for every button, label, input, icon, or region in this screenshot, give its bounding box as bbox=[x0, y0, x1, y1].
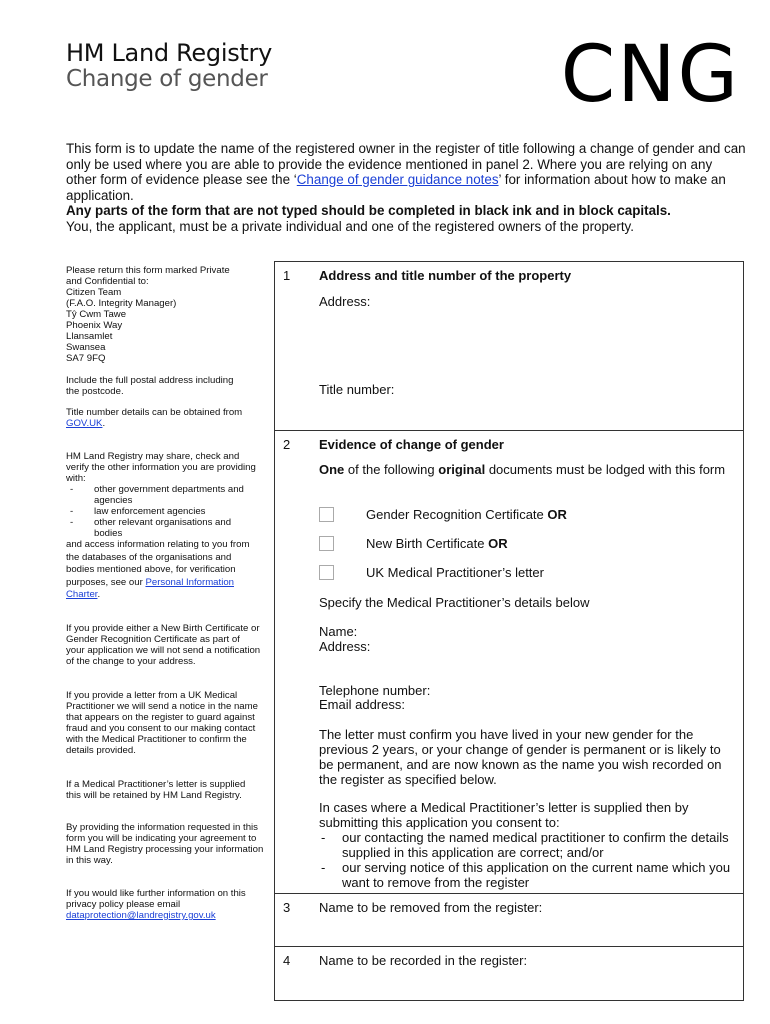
gender-recognition-checkbox[interactable] bbox=[319, 507, 334, 522]
title-note-end: . bbox=[102, 418, 106, 429]
return-line: SA7 9FQ bbox=[66, 353, 106, 364]
option-or: OR bbox=[488, 536, 508, 551]
return-line: Citizen Team bbox=[66, 287, 122, 298]
intro-end: documents must be lodged with this form bbox=[485, 462, 726, 477]
share-item: - law enforcement agencies bbox=[66, 506, 261, 517]
data-sharing-note bbox=[66, 451, 261, 602]
option-label bbox=[366, 507, 567, 522]
panel-4 bbox=[274, 946, 744, 1001]
title-number-field[interactable]: Title number: bbox=[319, 382, 395, 397]
retention-note: If a Medical Practitioner’s letter is supplied this will be retained by HM Land Registry. bbox=[66, 779, 246, 801]
option-label bbox=[366, 565, 544, 580]
gov-uk-link[interactable]: GOV.UK bbox=[66, 418, 103, 429]
address-field[interactable]: Address: bbox=[319, 294, 371, 309]
return-line: Swansea bbox=[66, 342, 106, 353]
share-item: - other government departments and agencies bbox=[66, 484, 261, 506]
notification-note: If you provide either a New Birth Certificate or Gender Recognition Certificate as part of your application we will not send a notification of the change to your address. bbox=[66, 623, 261, 667]
return-line: and Confidential to: bbox=[66, 276, 149, 287]
practitioner-address-field[interactable]: Address: bbox=[319, 639, 371, 654]
option-text: Gender Recognition Certificate bbox=[366, 507, 548, 522]
form-title: Change of gender bbox=[66, 66, 268, 92]
return-address bbox=[66, 265, 271, 364]
consent-section bbox=[319, 800, 735, 890]
option-label bbox=[366, 536, 508, 551]
practitioner-email-field[interactable]: Email address: bbox=[319, 697, 405, 712]
option-or: OR bbox=[547, 507, 567, 522]
share-list bbox=[66, 484, 261, 539]
practitioner-name-field[interactable]: Name: bbox=[319, 624, 358, 639]
evidence-intro bbox=[319, 462, 739, 477]
panel-number: 2 bbox=[283, 437, 291, 452]
return-line: Llansamlet bbox=[66, 331, 113, 342]
intro-bold: original bbox=[438, 462, 486, 477]
intro-mid: of the following bbox=[344, 462, 439, 477]
name-to-remove-field[interactable]: Name to be removed from the register: bbox=[319, 900, 543, 915]
intro-text: This form is to update the name of the registered owner in the register of title following a change of gender and can only be used where you are able to provide the evidence mentioned in panel 2. Where you are relying on any other form of evidence please see the ‘ bbox=[66, 141, 746, 187]
practitioner-phone-field[interactable]: Telephone number: bbox=[319, 683, 431, 698]
return-line: (F.A.O. Integrity Manager) bbox=[66, 298, 177, 309]
consent-item: - our serving notice of this application on the current name which you want to remove from the register bbox=[319, 860, 735, 890]
org-name: HM Land Registry bbox=[66, 39, 272, 67]
name-to-record-field[interactable]: Name to be recorded in the register: bbox=[319, 953, 528, 968]
panel-1 bbox=[274, 261, 744, 430]
guidance-notes-link[interactable]: Change of gender guidance notes bbox=[296, 172, 499, 187]
intro bbox=[66, 141, 746, 234]
agreement-note: By providing the information requested in this form you will be indicating your agreement to HM Land Registry processing your information in this way. bbox=[66, 822, 264, 866]
panel-2 bbox=[274, 430, 744, 893]
option-text: UK Medical Practitioner’s letter bbox=[366, 565, 544, 580]
intro-text-end: ’ for information about how to make an application. bbox=[66, 172, 726, 203]
ink-instruction: Any parts of the form that are not typed should be completed in black ink and in block capitals. bbox=[66, 203, 671, 218]
panel-title: Evidence of change of gender bbox=[319, 437, 504, 452]
share-end: . bbox=[97, 589, 101, 600]
title-number-note bbox=[66, 407, 261, 429]
data-protection-email-link[interactable]: dataprotection@landregistry.gov.uk bbox=[66, 910, 216, 921]
consent-item: - our contacting the named medical practitioner to confirm the details supplied in this application are correct; and/or bbox=[319, 830, 735, 860]
share-outro bbox=[66, 539, 261, 602]
share-intro: HM Land Registry may share, check and verify the other information you are providing with: bbox=[66, 451, 256, 484]
share-outro-text: and access information relating to you from the databases of the organisations and bodies mentioned above, for verification purposes, see our bbox=[66, 539, 250, 588]
return-line: Phoenix Way bbox=[66, 320, 123, 331]
title-note-text: Title number details can be obtained from bbox=[66, 407, 243, 418]
form-code: CNG bbox=[560, 30, 740, 120]
panel-title: Address and title number of the property bbox=[319, 268, 572, 283]
share-item: - other relevant organisations and bodies bbox=[66, 517, 261, 539]
consent-intro: In cases where a Medical Practitioner’s letter is supplied then by submitting this application you consent to: bbox=[319, 800, 689, 830]
postal-note: Include the full postal address including the postcode. bbox=[66, 375, 234, 397]
panel-number: 3 bbox=[283, 900, 291, 915]
privacy-note bbox=[66, 888, 266, 921]
medical-letter-note: If you provide a letter from a UK Medical Practitioner we will send a notice in the name that appears on the register to guard against fraud and you consent to our making contact with the Medical Practitioner to confirm the details provided. bbox=[66, 690, 258, 756]
return-line: Tŷ Cwm Tawe bbox=[66, 309, 127, 320]
panel-3 bbox=[274, 893, 744, 946]
option-text: New Birth Certificate bbox=[366, 536, 489, 551]
panel-number: 4 bbox=[283, 953, 291, 968]
letter-requirements: The letter must confirm you have lived in your new gender for the previous 2 years, or your change of gender is permanent or is likely to be permanent, and are now known as the name you wish recorded on the register as specified below. bbox=[319, 727, 722, 787]
new-birth-certificate-checkbox[interactable] bbox=[319, 536, 334, 551]
specify-instruction: Specify the Medical Practitioner’s details below bbox=[319, 595, 590, 610]
intro-bold: One bbox=[319, 462, 345, 477]
consent-list bbox=[319, 830, 735, 890]
applicant-note: You, the applicant, must be a private individual and one of the registered owners of the property. bbox=[66, 218, 634, 234]
panel-number: 1 bbox=[283, 268, 291, 283]
medical-letter-checkbox[interactable] bbox=[319, 565, 334, 580]
personal-information-charter-link[interactable]: Personal Information Charter bbox=[66, 576, 234, 600]
intro-paragraph bbox=[66, 141, 746, 203]
privacy-text: If you would like further information on this privacy policy please email bbox=[66, 888, 246, 910]
return-line: Please return this form marked Private bbox=[66, 265, 230, 276]
